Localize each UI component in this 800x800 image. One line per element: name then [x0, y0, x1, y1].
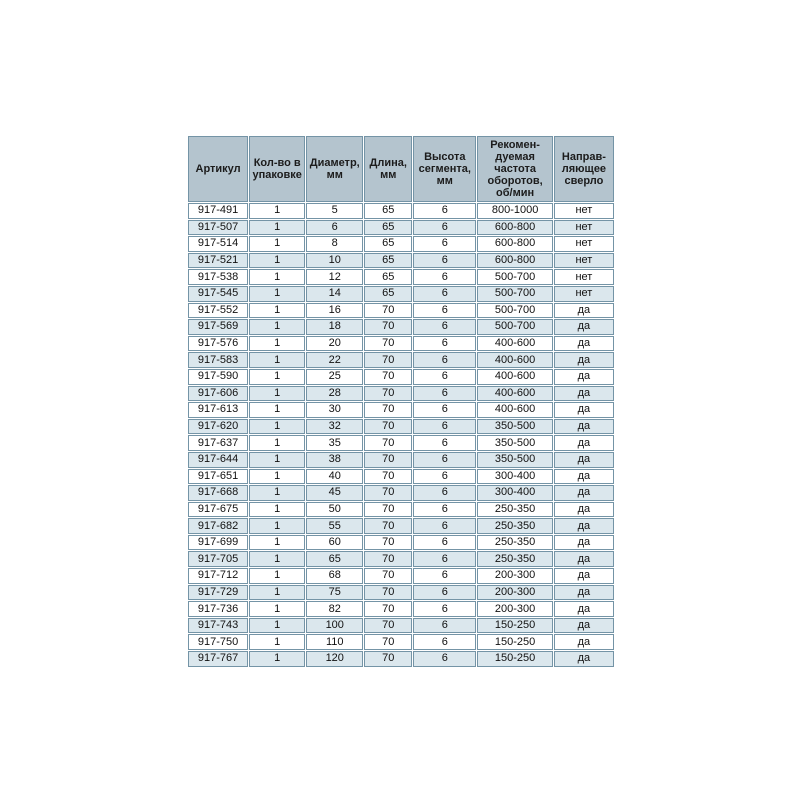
cell-qty-per-pack: 1	[249, 585, 305, 601]
cell-segment-height: 6	[413, 502, 476, 518]
cell-length: 65	[364, 220, 412, 236]
cell-segment-height: 6	[413, 303, 476, 319]
cell-length: 70	[364, 303, 412, 319]
table-row	[188, 220, 614, 236]
cell-article: 917-613	[188, 402, 248, 418]
cell-segment-height: 6	[413, 402, 476, 418]
cell-qty-per-pack: 1	[249, 651, 305, 667]
cell-diameter: 68	[306, 568, 363, 584]
cell-guide-drill: да	[554, 469, 614, 485]
cell-guide-drill: да	[554, 634, 614, 650]
cell-guide-drill: да	[554, 402, 614, 418]
cell-length: 70	[364, 502, 412, 518]
table-row	[188, 568, 614, 584]
cell-guide-drill: да	[554, 502, 614, 518]
cell-length: 70	[364, 369, 412, 385]
table-row	[188, 618, 614, 634]
cell-length: 65	[364, 286, 412, 302]
cell-rpm: 250-350	[477, 518, 552, 534]
cell-guide-drill: нет	[554, 269, 614, 285]
cell-length: 70	[364, 535, 412, 551]
table-row	[188, 319, 614, 335]
cell-segment-height: 6	[413, 601, 476, 617]
table-row	[188, 236, 614, 252]
cell-qty-per-pack: 1	[249, 435, 305, 451]
cell-qty-per-pack: 1	[249, 319, 305, 335]
cell-article: 917-699	[188, 535, 248, 551]
cell-segment-height: 6	[413, 236, 476, 252]
cell-qty-per-pack: 1	[249, 551, 305, 567]
table-row	[188, 435, 614, 451]
table-row	[188, 336, 614, 352]
table-row	[188, 518, 614, 534]
cell-segment-height: 6	[413, 485, 476, 501]
cell-length: 70	[364, 601, 412, 617]
cell-qty-per-pack: 1	[249, 452, 305, 468]
cell-guide-drill: да	[554, 618, 614, 634]
cell-segment-height: 6	[413, 452, 476, 468]
cell-rpm: 150-250	[477, 618, 552, 634]
cell-guide-drill: да	[554, 568, 614, 584]
cell-length: 70	[364, 585, 412, 601]
cell-length: 70	[364, 319, 412, 335]
cell-diameter: 12	[306, 269, 363, 285]
cell-length: 70	[364, 469, 412, 485]
cell-article: 917-682	[188, 518, 248, 534]
cell-qty-per-pack: 1	[249, 568, 305, 584]
cell-article: 917-620	[188, 419, 248, 435]
cell-article: 917-743	[188, 618, 248, 634]
cell-rpm: 400-600	[477, 352, 552, 368]
cell-segment-height: 6	[413, 369, 476, 385]
cell-diameter: 5	[306, 203, 363, 219]
cell-rpm: 300-400	[477, 485, 552, 501]
cell-length: 70	[364, 419, 412, 435]
cell-length: 65	[364, 269, 412, 285]
cell-length: 70	[364, 651, 412, 667]
table-header	[188, 136, 614, 202]
cell-article: 917-644	[188, 452, 248, 468]
cell-length: 70	[364, 551, 412, 567]
header-row	[188, 136, 614, 202]
cell-guide-drill: нет	[554, 203, 614, 219]
cell-article: 917-729	[188, 585, 248, 601]
table-row	[188, 551, 614, 567]
cell-diameter: 82	[306, 601, 363, 617]
cell-rpm: 800-1000	[477, 203, 552, 219]
cell-article: 917-576	[188, 336, 248, 352]
table-row	[188, 419, 614, 435]
cell-article: 917-507	[188, 220, 248, 236]
cell-guide-drill: да	[554, 435, 614, 451]
cell-guide-drill: да	[554, 535, 614, 551]
cell-diameter: 30	[306, 402, 363, 418]
table-row	[188, 485, 614, 501]
cell-rpm: 500-700	[477, 319, 552, 335]
cell-rpm: 400-600	[477, 386, 552, 402]
cell-segment-height: 6	[413, 469, 476, 485]
cell-segment-height: 6	[413, 518, 476, 534]
cell-segment-height: 6	[413, 585, 476, 601]
cell-segment-height: 6	[413, 618, 476, 634]
cell-length: 70	[364, 352, 412, 368]
cell-diameter: 120	[306, 651, 363, 667]
cell-rpm: 600-800	[477, 220, 552, 236]
cell-guide-drill: да	[554, 352, 614, 368]
cell-guide-drill: да	[554, 369, 614, 385]
cell-article: 917-514	[188, 236, 248, 252]
cell-segment-height: 6	[413, 220, 476, 236]
cell-article: 917-606	[188, 386, 248, 402]
cell-diameter: 35	[306, 435, 363, 451]
cell-guide-drill: да	[554, 518, 614, 534]
cell-rpm: 600-800	[477, 236, 552, 252]
cell-diameter: 65	[306, 551, 363, 567]
cell-qty-per-pack: 1	[249, 535, 305, 551]
cell-article: 917-583	[188, 352, 248, 368]
cell-segment-height: 6	[413, 568, 476, 584]
cell-length: 70	[364, 618, 412, 634]
cell-segment-height: 6	[413, 352, 476, 368]
cell-article: 917-538	[188, 269, 248, 285]
cell-article: 917-545	[188, 286, 248, 302]
col-header-qty-per-pack: Кол-во в упаковке	[249, 136, 305, 202]
cell-diameter: 75	[306, 585, 363, 601]
cell-diameter: 25	[306, 369, 363, 385]
product-spec-table	[187, 135, 615, 668]
cell-guide-drill: да	[554, 336, 614, 352]
col-header-length: Длина, мм	[364, 136, 412, 202]
cell-guide-drill: нет	[554, 286, 614, 302]
cell-diameter: 60	[306, 535, 363, 551]
cell-article: 917-736	[188, 601, 248, 617]
table-row	[188, 253, 614, 269]
table-row	[188, 386, 614, 402]
cell-rpm: 350-500	[477, 452, 552, 468]
cell-diameter: 10	[306, 253, 363, 269]
cell-diameter: 20	[306, 336, 363, 352]
cell-article: 917-750	[188, 634, 248, 650]
cell-qty-per-pack: 1	[249, 485, 305, 501]
table-row	[188, 269, 614, 285]
cell-rpm: 400-600	[477, 402, 552, 418]
cell-rpm: 400-600	[477, 369, 552, 385]
cell-qty-per-pack: 1	[249, 303, 305, 319]
cell-segment-height: 6	[413, 634, 476, 650]
cell-diameter: 55	[306, 518, 363, 534]
cell-diameter: 100	[306, 618, 363, 634]
table-row	[188, 469, 614, 485]
cell-diameter: 32	[306, 419, 363, 435]
cell-diameter: 28	[306, 386, 363, 402]
cell-length: 70	[364, 336, 412, 352]
cell-rpm: 350-500	[477, 419, 552, 435]
table-row	[188, 502, 614, 518]
cell-segment-height: 6	[413, 203, 476, 219]
cell-qty-per-pack: 1	[249, 253, 305, 269]
col-header-segment-height: Высота сегмента, мм	[413, 136, 476, 202]
cell-article: 917-491	[188, 203, 248, 219]
cell-diameter: 16	[306, 303, 363, 319]
cell-qty-per-pack: 1	[249, 634, 305, 650]
table-row	[188, 303, 614, 319]
table-row	[188, 352, 614, 368]
cell-rpm: 400-600	[477, 336, 552, 352]
cell-article: 917-552	[188, 303, 248, 319]
cell-guide-drill: да	[554, 319, 614, 335]
cell-guide-drill: нет	[554, 220, 614, 236]
cell-article: 917-675	[188, 502, 248, 518]
cell-segment-height: 6	[413, 386, 476, 402]
cell-diameter: 6	[306, 220, 363, 236]
cell-guide-drill: да	[554, 485, 614, 501]
cell-rpm: 500-700	[477, 269, 552, 285]
cell-rpm: 250-350	[477, 502, 552, 518]
col-header-guide-drill: Направ- ляющее сверло	[554, 136, 614, 202]
cell-guide-drill: да	[554, 551, 614, 567]
cell-length: 70	[364, 568, 412, 584]
cell-rpm: 500-700	[477, 303, 552, 319]
cell-rpm: 250-350	[477, 551, 552, 567]
cell-length: 70	[364, 485, 412, 501]
cell-qty-per-pack: 1	[249, 369, 305, 385]
cell-rpm: 150-250	[477, 651, 552, 667]
cell-rpm: 500-700	[477, 286, 552, 302]
cell-segment-height: 6	[413, 253, 476, 269]
cell-qty-per-pack: 1	[249, 618, 305, 634]
cell-qty-per-pack: 1	[249, 220, 305, 236]
cell-diameter: 8	[306, 236, 363, 252]
cell-qty-per-pack: 1	[249, 286, 305, 302]
cell-guide-drill: да	[554, 386, 614, 402]
cell-article: 917-651	[188, 469, 248, 485]
cell-rpm: 250-350	[477, 535, 552, 551]
cell-qty-per-pack: 1	[249, 236, 305, 252]
cell-qty-per-pack: 1	[249, 601, 305, 617]
cell-segment-height: 6	[413, 336, 476, 352]
cell-guide-drill: да	[554, 651, 614, 667]
table-row	[188, 535, 614, 551]
table-body	[188, 203, 614, 667]
cell-segment-height: 6	[413, 319, 476, 335]
cell-segment-height: 6	[413, 651, 476, 667]
cell-qty-per-pack: 1	[249, 203, 305, 219]
table-row	[188, 601, 614, 617]
table-row	[188, 402, 614, 418]
cell-qty-per-pack: 1	[249, 419, 305, 435]
cell-length: 70	[364, 452, 412, 468]
cell-length: 65	[364, 253, 412, 269]
cell-rpm: 600-800	[477, 253, 552, 269]
product-spec-table-wrap	[187, 135, 615, 668]
cell-qty-per-pack: 1	[249, 502, 305, 518]
cell-segment-height: 6	[413, 419, 476, 435]
cell-article: 917-521	[188, 253, 248, 269]
cell-segment-height: 6	[413, 269, 476, 285]
cell-article: 917-637	[188, 435, 248, 451]
cell-qty-per-pack: 1	[249, 269, 305, 285]
cell-rpm: 300-400	[477, 469, 552, 485]
cell-rpm: 350-500	[477, 435, 552, 451]
cell-diameter: 38	[306, 452, 363, 468]
cell-diameter: 18	[306, 319, 363, 335]
cell-guide-drill: да	[554, 419, 614, 435]
col-header-article: Артикул	[188, 136, 248, 202]
cell-article: 917-705	[188, 551, 248, 567]
cell-length: 70	[364, 518, 412, 534]
cell-guide-drill: нет	[554, 253, 614, 269]
table-row	[188, 585, 614, 601]
cell-qty-per-pack: 1	[249, 336, 305, 352]
cell-guide-drill: да	[554, 452, 614, 468]
cell-segment-height: 6	[413, 551, 476, 567]
cell-qty-per-pack: 1	[249, 518, 305, 534]
table-row	[188, 634, 614, 650]
cell-rpm: 200-300	[477, 585, 552, 601]
cell-length: 65	[364, 203, 412, 219]
cell-diameter: 22	[306, 352, 363, 368]
col-header-diameter: Диаметр, мм	[306, 136, 363, 202]
cell-diameter: 110	[306, 634, 363, 650]
cell-length: 70	[364, 386, 412, 402]
cell-segment-height: 6	[413, 286, 476, 302]
table-row	[188, 286, 614, 302]
cell-qty-per-pack: 1	[249, 386, 305, 402]
cell-rpm: 200-300	[477, 601, 552, 617]
cell-guide-drill: да	[554, 303, 614, 319]
cell-guide-drill: да	[554, 585, 614, 601]
cell-rpm: 150-250	[477, 634, 552, 650]
table-row	[188, 203, 614, 219]
cell-qty-per-pack: 1	[249, 402, 305, 418]
cell-length: 65	[364, 236, 412, 252]
cell-guide-drill: нет	[554, 236, 614, 252]
cell-length: 70	[364, 435, 412, 451]
table-row	[188, 651, 614, 667]
cell-length: 70	[364, 634, 412, 650]
cell-diameter: 14	[306, 286, 363, 302]
cell-guide-drill: да	[554, 601, 614, 617]
cell-segment-height: 6	[413, 535, 476, 551]
cell-diameter: 40	[306, 469, 363, 485]
cell-length: 70	[364, 402, 412, 418]
cell-diameter: 45	[306, 485, 363, 501]
cell-diameter: 50	[306, 502, 363, 518]
table-row	[188, 452, 614, 468]
cell-qty-per-pack: 1	[249, 469, 305, 485]
cell-article: 917-569	[188, 319, 248, 335]
cell-article: 917-712	[188, 568, 248, 584]
cell-article: 917-668	[188, 485, 248, 501]
cell-article: 917-767	[188, 651, 248, 667]
table-row	[188, 369, 614, 385]
cell-rpm: 200-300	[477, 568, 552, 584]
cell-segment-height: 6	[413, 435, 476, 451]
cell-article: 917-590	[188, 369, 248, 385]
col-header-rpm: Рекомен- дуемая частота оборотов, об/мин	[477, 136, 552, 202]
cell-qty-per-pack: 1	[249, 352, 305, 368]
